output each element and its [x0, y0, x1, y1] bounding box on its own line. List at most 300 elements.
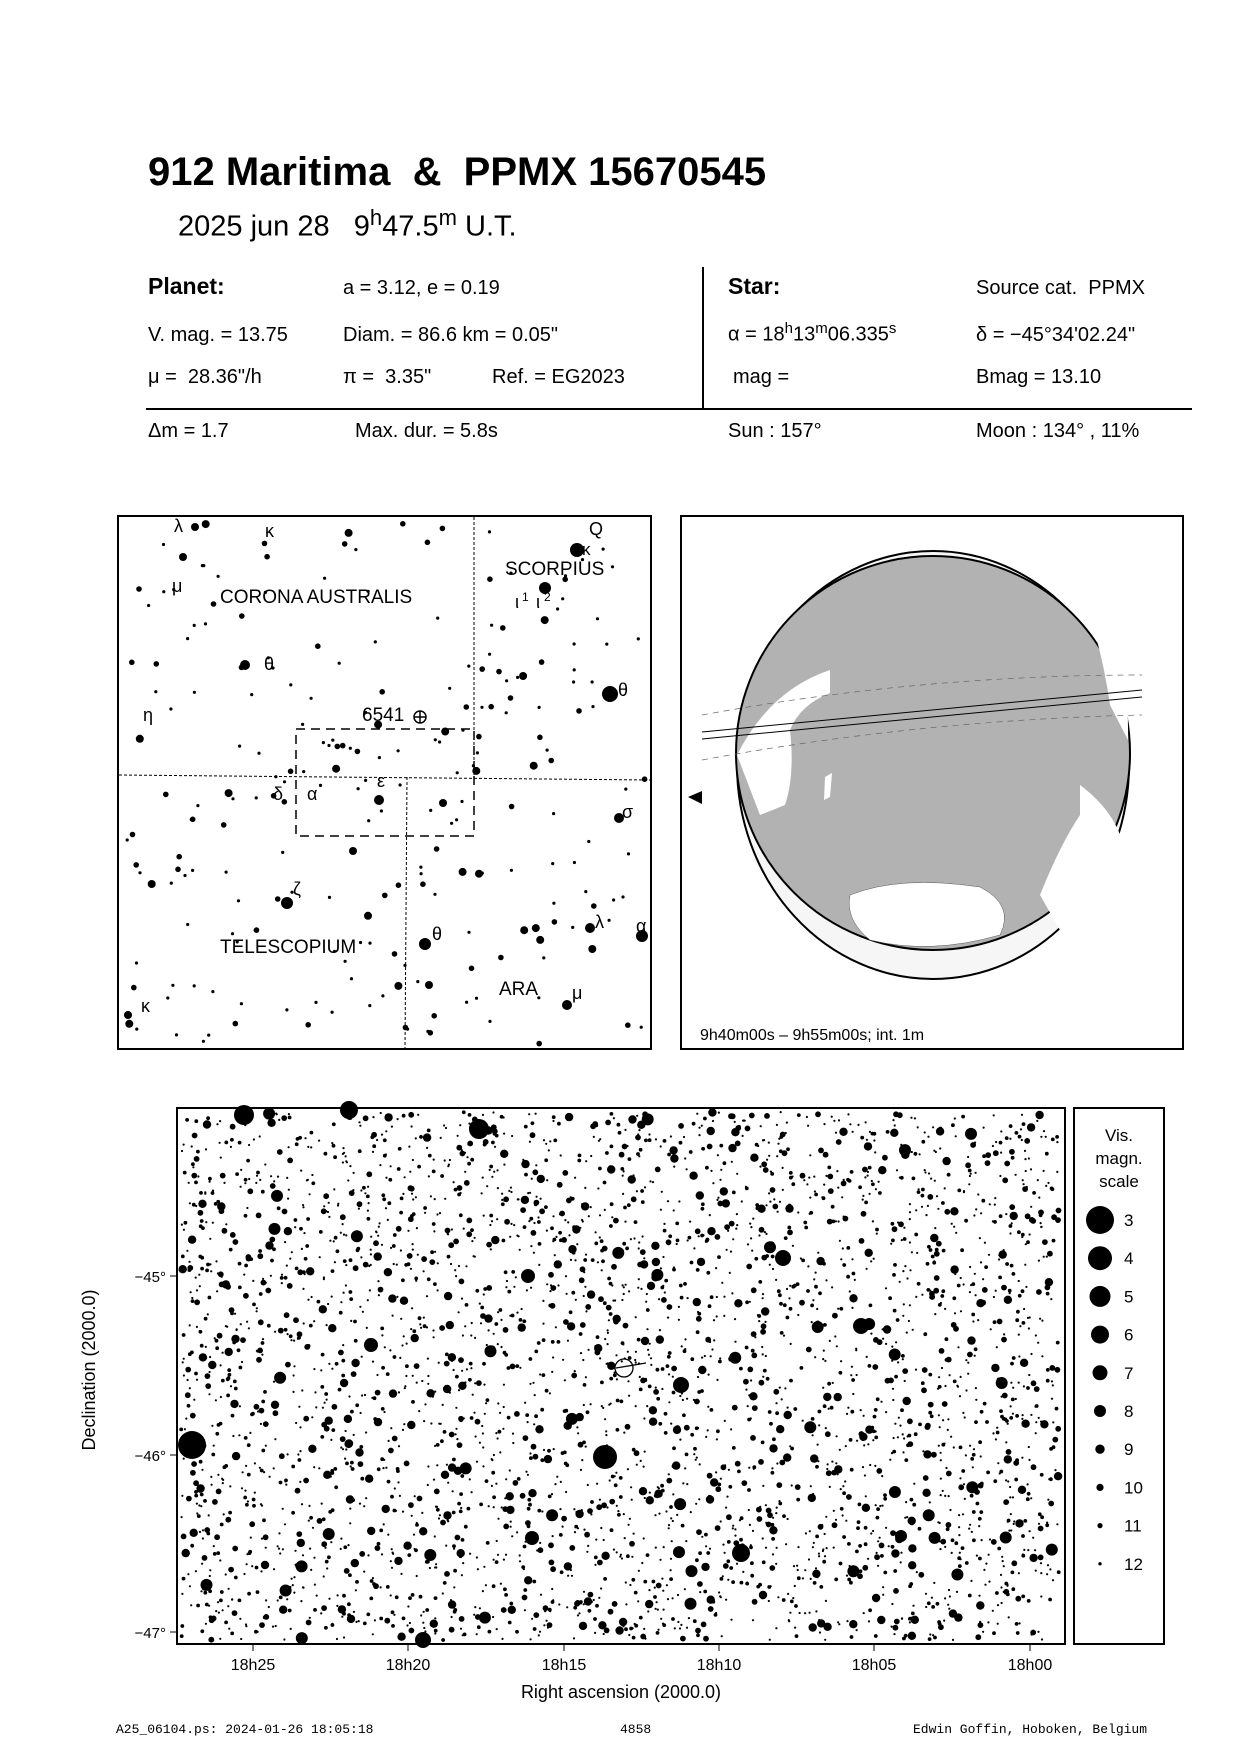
- star-dot: [250, 1413, 254, 1417]
- star-dot: [305, 1244, 309, 1248]
- star-dot: [853, 1318, 869, 1334]
- star-dot: [788, 1297, 790, 1299]
- star-dot: [1046, 1368, 1050, 1372]
- star-dot: [553, 1448, 555, 1450]
- star-dot: [219, 1120, 221, 1122]
- star-dot: [1045, 1285, 1051, 1291]
- star-dot: [580, 1469, 582, 1471]
- star-dot: [1013, 1460, 1019, 1466]
- star-dot: [769, 1639, 771, 1641]
- star-dot: [600, 1381, 604, 1385]
- star-dot: [415, 1523, 419, 1527]
- star-dot: [585, 1310, 587, 1312]
- star-dot: [1038, 1555, 1044, 1561]
- star-dot: [219, 1142, 221, 1144]
- star-dot: [964, 1416, 966, 1418]
- star-dot: [254, 1492, 256, 1494]
- star-dot: [519, 1318, 523, 1322]
- star-dot: [664, 1431, 668, 1435]
- star-dot: [908, 1434, 912, 1438]
- star-dot: [267, 1324, 271, 1328]
- star-dot: [765, 1547, 767, 1549]
- star-dot: [650, 1364, 652, 1366]
- star-dot: [925, 1214, 927, 1216]
- event-time: 2025 jun 28 9$^h$47.5$^m$ U.T.: [178, 205, 517, 243]
- star-dot: [361, 1356, 363, 1358]
- star-dot: [263, 1390, 267, 1394]
- star-dot: [328, 1324, 336, 1332]
- star-dot: [852, 1393, 854, 1395]
- star-dot: [973, 1448, 975, 1450]
- star-dot: [717, 1197, 719, 1199]
- star-dot: [512, 1442, 514, 1444]
- star-dot: [1029, 1530, 1031, 1532]
- star-dot: [831, 1461, 833, 1463]
- star-dot: [439, 1212, 441, 1214]
- star-dot: [656, 1397, 660, 1401]
- star-dot: [793, 1284, 797, 1288]
- star-dot: [941, 1367, 943, 1369]
- star-dot: [536, 1041, 542, 1047]
- star-dot: [217, 1601, 219, 1603]
- star-dot: [697, 1312, 701, 1316]
- star-dot: [932, 1126, 934, 1128]
- star-dot: [1011, 1587, 1015, 1591]
- star-dot: [334, 1236, 338, 1240]
- star-dot: [204, 1317, 208, 1321]
- star-dot: [364, 779, 367, 782]
- star-dot: [519, 1560, 521, 1562]
- star-dot: [530, 762, 538, 770]
- star-dot: [1025, 1286, 1027, 1288]
- star-dot: [188, 1236, 196, 1244]
- star-dot: [975, 1172, 977, 1174]
- star-dot: [1001, 1602, 1003, 1604]
- star-dot: [892, 1450, 896, 1454]
- star-dot: [862, 1565, 868, 1571]
- star-dot: [319, 1256, 321, 1258]
- star-dot: [248, 1178, 250, 1180]
- star-dot: [485, 1479, 489, 1483]
- star-dot: [925, 1424, 931, 1430]
- star-dot: [750, 1574, 754, 1578]
- star-dot: [523, 1225, 527, 1229]
- star-dot: [302, 1288, 304, 1290]
- star-dot: [520, 926, 528, 934]
- star-dot: [231, 932, 234, 935]
- star-dot: [564, 1379, 566, 1381]
- star-dot: [944, 1546, 946, 1548]
- star-dot: [652, 1181, 654, 1183]
- star-dot: [344, 960, 347, 963]
- star-dot: [995, 1591, 999, 1595]
- star-dot: [324, 1626, 328, 1630]
- star-dot: [728, 1485, 732, 1489]
- star-dot: [672, 1464, 676, 1468]
- star-dot: [293, 1374, 295, 1376]
- star-dot: [1002, 1393, 1008, 1399]
- star-dot: [367, 1554, 369, 1556]
- star-dot: [595, 1539, 597, 1541]
- star-dot: [196, 1512, 198, 1514]
- star-dot: [511, 1135, 513, 1137]
- star-dot: [213, 1545, 215, 1547]
- star-dot: [243, 1293, 249, 1299]
- star-dot: [195, 1205, 197, 1207]
- star-dot: [323, 1528, 335, 1540]
- star-dot: [741, 1200, 743, 1202]
- star-dot: [578, 1612, 580, 1614]
- star-dot: [342, 1448, 344, 1450]
- star-dot: [396, 1296, 398, 1298]
- star-dot: [707, 1127, 715, 1135]
- star-dot: [894, 1423, 896, 1425]
- star-dot: [1015, 1622, 1019, 1626]
- star-dot: [432, 1329, 434, 1331]
- star-dot: [784, 1387, 786, 1389]
- star-dot: [1037, 1631, 1039, 1633]
- star-dot: [608, 919, 611, 922]
- star-dot: [209, 1569, 211, 1571]
- star-dot: [408, 1146, 410, 1148]
- star-dot: [843, 1216, 849, 1222]
- star-dot: [988, 1554, 990, 1556]
- star-dot: [974, 1347, 978, 1351]
- star-dot: [208, 1177, 212, 1181]
- star-dot: [684, 1588, 686, 1590]
- star-dot: [932, 1634, 934, 1636]
- star-dot: [265, 1547, 267, 1549]
- star-dot: [359, 1551, 365, 1557]
- star-dot: [553, 1139, 557, 1143]
- star-dot: [997, 1604, 999, 1606]
- star-dot: [761, 1161, 767, 1167]
- star-dot: [629, 1584, 631, 1586]
- star-label: σ: [622, 802, 634, 822]
- star-dot: [761, 1323, 767, 1329]
- star-dot: [411, 1593, 415, 1597]
- star-dot: [1056, 1171, 1058, 1173]
- star-dot: [869, 1131, 871, 1133]
- star-dot: [846, 1275, 850, 1279]
- star-dot: [560, 1154, 562, 1156]
- star-dot: [492, 1616, 494, 1618]
- star-dot: [716, 1379, 718, 1381]
- star-dot: [1040, 1572, 1042, 1574]
- star-dot: [703, 1262, 705, 1264]
- star-dot: [794, 1585, 796, 1587]
- star-dot: [548, 1149, 550, 1151]
- star-dot: [666, 1364, 670, 1368]
- star-dot: [787, 1407, 789, 1409]
- star-dot: [372, 1151, 374, 1153]
- star-label: κ: [141, 996, 150, 1016]
- star-dot: [893, 1490, 895, 1492]
- star-dot: [309, 1548, 311, 1550]
- star-dot: [334, 1485, 338, 1489]
- star-label: η: [143, 705, 154, 725]
- star-dot: [444, 1292, 452, 1300]
- star-dot: [428, 1154, 432, 1158]
- star-dot: [842, 1535, 846, 1539]
- star-dot: [760, 1125, 762, 1127]
- star-dot: [882, 1594, 884, 1596]
- scale-marker: [1091, 1326, 1109, 1344]
- star-dot: [510, 1223, 512, 1225]
- star-dot: [412, 1159, 414, 1161]
- star-dot: [524, 1402, 526, 1404]
- star-dot: [864, 1542, 868, 1546]
- star-dot: [570, 1569, 572, 1571]
- star-dot: [940, 1494, 942, 1496]
- star-dot: [723, 1563, 729, 1569]
- star-dot: [331, 739, 334, 742]
- star-dot: [597, 1261, 599, 1263]
- star-dot: [286, 1177, 288, 1179]
- star-dot: [485, 1345, 497, 1357]
- star-dot: [958, 1564, 962, 1568]
- star-dot: [934, 1180, 936, 1182]
- star-dot: [385, 1467, 387, 1469]
- star-dot: [229, 1485, 231, 1487]
- star-dot: [775, 1512, 777, 1514]
- star-dot: [488, 704, 494, 710]
- star-dot: [183, 874, 186, 877]
- ra-tick: 18h25: [230, 1657, 276, 1674]
- star-dot: [925, 1606, 927, 1608]
- star-dot: [486, 1285, 492, 1291]
- star-dot: [264, 554, 270, 560]
- star-dot: [313, 1320, 315, 1322]
- star-dot: [216, 1123, 218, 1125]
- star-dot: [1038, 1512, 1042, 1516]
- star-dot: [209, 1575, 211, 1577]
- star-dot: [233, 1021, 239, 1027]
- star-dot: [331, 1508, 335, 1512]
- star-dot: [698, 1366, 706, 1374]
- star-dot: [761, 1441, 765, 1445]
- star-dot: [317, 1300, 321, 1304]
- star-dot: [224, 1141, 228, 1145]
- star-dot: [806, 1347, 812, 1353]
- star-dot: [602, 686, 618, 702]
- star-dot: [372, 1577, 374, 1579]
- star-dot: [724, 1202, 726, 1204]
- star-dot: [768, 1155, 770, 1157]
- planet-heading: Planet:: [148, 273, 225, 299]
- star-dot: [773, 1389, 779, 1395]
- star-dot: [539, 1631, 541, 1633]
- star-dot: [438, 1362, 440, 1364]
- star-dot: [256, 1590, 260, 1594]
- star-dot: [889, 1459, 891, 1461]
- star-dot: [470, 1416, 474, 1420]
- star-dot: [745, 1300, 749, 1304]
- star-dot: [201, 1226, 205, 1230]
- planet-reference: Ref. = EG2023: [492, 366, 625, 388]
- star-dot: [710, 1355, 712, 1357]
- star-dot: [921, 1206, 923, 1208]
- star-dot: [926, 1262, 930, 1266]
- star-dot: [749, 1301, 751, 1303]
- star-dot: [596, 617, 599, 620]
- star-dot: [231, 797, 234, 800]
- star-dot: [374, 1619, 376, 1621]
- star-dot: [959, 1477, 961, 1479]
- star-dot: [861, 1211, 867, 1217]
- star-dot: [655, 1387, 657, 1389]
- star-dot: [822, 1358, 824, 1360]
- star-dot: [625, 1424, 631, 1430]
- star-dot: [1005, 1136, 1009, 1140]
- star-dot: [982, 1631, 984, 1633]
- star-dot: [321, 1353, 325, 1357]
- star-dot: [455, 1375, 459, 1379]
- star-dot: [720, 1520, 722, 1522]
- star-dot: [338, 662, 341, 665]
- star-dot: [302, 1204, 304, 1206]
- star-dot: [199, 1285, 201, 1287]
- star-dot: [664, 1412, 668, 1416]
- star-dot: [291, 1251, 293, 1253]
- star-dot: [703, 1636, 709, 1642]
- star-dot: [752, 1530, 754, 1532]
- star-dot: [1003, 1591, 1005, 1593]
- star-dot: [479, 1442, 481, 1444]
- star-dot: [603, 1633, 605, 1635]
- star-dot: [894, 1124, 896, 1126]
- star-dot: [497, 1554, 499, 1556]
- star-dot: [903, 1437, 905, 1439]
- star-dot: [301, 1503, 303, 1505]
- star-dot: [240, 1638, 242, 1640]
- star-dot: [829, 1486, 831, 1488]
- star-dot: [637, 1287, 639, 1289]
- star-dot: [1047, 1251, 1053, 1257]
- star-dot: [660, 1209, 662, 1211]
- star-dot: [1005, 1262, 1009, 1266]
- star-dot: [796, 1565, 798, 1567]
- star-dot: [379, 1164, 381, 1166]
- star-dot: [486, 1344, 488, 1346]
- star-dot: [576, 1243, 578, 1245]
- star-dot: [810, 1578, 812, 1580]
- star-dot: [814, 1193, 818, 1197]
- star-dot: [338, 1388, 342, 1392]
- star-dot: [471, 1491, 473, 1493]
- star-dot: [385, 1207, 387, 1209]
- star-dot: [509, 1469, 511, 1471]
- star-dot: [409, 1622, 411, 1624]
- star-dot: [899, 1425, 901, 1427]
- star-dot: [503, 1559, 505, 1561]
- star-dot: [186, 923, 189, 926]
- star-dot: [228, 1588, 230, 1590]
- star-dot: [409, 1628, 415, 1634]
- star-dot: [834, 1335, 836, 1337]
- star-dot: [398, 1391, 400, 1393]
- star-dot: [187, 1379, 189, 1381]
- star-dot: [207, 1313, 209, 1315]
- star-dot: [1015, 1131, 1019, 1135]
- star-dot: [634, 1591, 638, 1595]
- star-dot: [695, 1426, 699, 1430]
- star-dot: [525, 1531, 539, 1545]
- star-dot: [1035, 1334, 1037, 1336]
- star-dot: [872, 1594, 880, 1602]
- star-dot: [686, 1569, 688, 1571]
- scale-marker: [1098, 1562, 1101, 1565]
- star-dot: [247, 1500, 249, 1502]
- star-dot: [1009, 1416, 1013, 1420]
- star-dot: [997, 1319, 1003, 1325]
- star-dot: [770, 1187, 776, 1193]
- star-dot: [386, 1372, 390, 1376]
- star-dot: [347, 1179, 349, 1181]
- star-dot: [393, 1614, 395, 1616]
- star-dot: [540, 1594, 542, 1596]
- star-dot: [752, 1619, 754, 1621]
- star-dot: [815, 1465, 819, 1469]
- star-dot: [423, 1133, 431, 1141]
- star-dot: [782, 1189, 784, 1191]
- star-label: 1: [522, 590, 529, 604]
- star-dot: [245, 1625, 247, 1627]
- star-dot: [414, 1495, 416, 1497]
- star-dot: [547, 1449, 551, 1453]
- star-dot: [673, 1166, 675, 1168]
- star-dot: [255, 796, 258, 799]
- star-dot: [980, 1410, 984, 1414]
- star-dot: [225, 871, 228, 874]
- star-dot: [587, 1484, 589, 1486]
- star-dot: [227, 1368, 231, 1372]
- star-dot: [984, 1242, 986, 1244]
- star-dot: [436, 1508, 440, 1512]
- star-dot: [739, 1538, 743, 1542]
- star-dot: [587, 840, 590, 843]
- star-dot: [176, 854, 182, 860]
- star-dot: [974, 1355, 976, 1357]
- star-dot: [244, 1214, 248, 1218]
- star-dot: [689, 1150, 693, 1154]
- star-dot: [911, 1151, 913, 1153]
- star-dot: [489, 1165, 493, 1169]
- star-dot: [427, 1358, 429, 1360]
- star-dot: [234, 1387, 238, 1391]
- star-dot: [377, 1235, 379, 1237]
- star-dot: [806, 1289, 810, 1293]
- star-dot: [482, 1362, 486, 1366]
- star-dot: [948, 1495, 950, 1497]
- star-dot: [795, 1484, 801, 1490]
- star-dot: [154, 661, 160, 667]
- star-dot: [750, 1154, 758, 1162]
- star-dot: [201, 1563, 203, 1565]
- constellation-label: CORONA AUSTRALIS: [220, 587, 413, 608]
- star-dot: [976, 1601, 984, 1609]
- star-dot: [211, 601, 217, 607]
- star-dot: [644, 1186, 646, 1188]
- star-dot: [849, 1620, 857, 1628]
- star-dot: [434, 1535, 436, 1537]
- star-dot: [509, 804, 515, 810]
- star-dot: [377, 1542, 381, 1546]
- star-dot: [1041, 1638, 1043, 1640]
- star-dot: [575, 1511, 577, 1513]
- star-dot: [288, 769, 294, 775]
- star-dot: [252, 1280, 254, 1282]
